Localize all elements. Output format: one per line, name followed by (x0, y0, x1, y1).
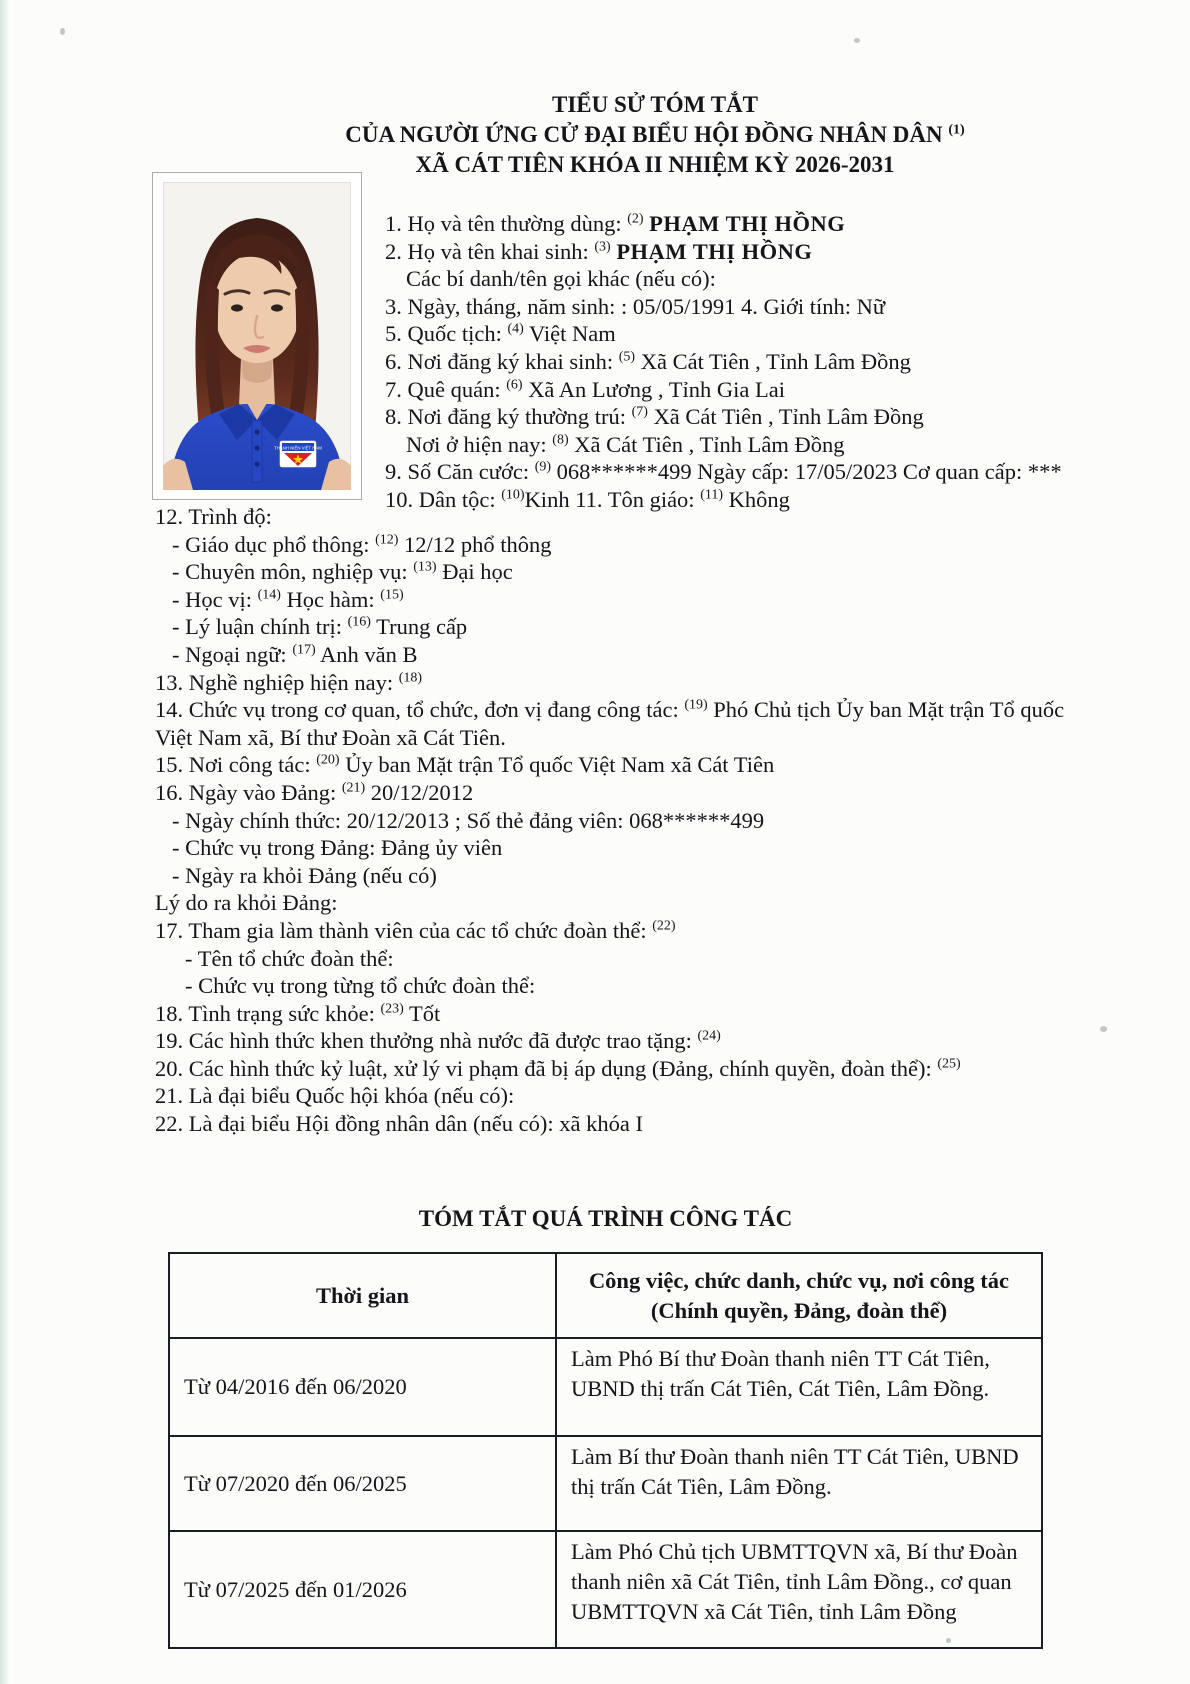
work-period-cell: Từ 07/2020 đến 06/2025 (169, 1436, 556, 1531)
footnote-ref: (17) (292, 642, 316, 658)
work-period-cell: Từ 07/2025 đến 01/2026 (169, 1531, 556, 1648)
footnote-ref: (3) (594, 239, 611, 255)
bio-line: 7. Quê quán: $^{(6)}$ Xã An Lương , Tỉnh Gia Lai (385, 376, 785, 402)
footnote-ref: (13) (413, 559, 437, 575)
footnote-ref: (6) (506, 377, 523, 393)
bio-line: 6. Nơi đăng ký khai sinh: $^{(5)}$ Xã Cát Tiên , Tỉnh Lâm Đồng (385, 348, 911, 374)
bio-line: 9. Số Căn cước: $^{(9)}$ 068******499 Ngày cấp: 17/05/2023 Cơ quan cấp: *** (385, 459, 1062, 485)
time-column-header: Thời gian (169, 1253, 556, 1338)
footnote-ref: (7) (631, 404, 648, 420)
bio-line: - Giáo dục phổ thông: $^{(12)}$ 12/12 phổ thông (172, 531, 552, 557)
work-period-cell: Từ 04/2016 đến 06/2020 (169, 1338, 556, 1436)
emphasized-value: PHẠM THỊ HỒNG (616, 238, 813, 264)
bio-line: - Chuyên môn, nghiệp vụ: $^{(13)}$ Đại học (172, 559, 513, 585)
bio-line: - Học vị: $^{(14)}$ Học hàm: $^{(15)}$ (172, 586, 404, 612)
bio-line: 21. Là đại biểu Quốc hội khóa (nếu có): (155, 1083, 515, 1109)
footnote-ref: (20) (316, 752, 340, 768)
work-description-cell: Làm Phó Bí thư Đoàn thanh niên TT Cát Tiên, UBND thị trấn Cát Tiên, Cát Tiên, Lâm Đồng. (556, 1338, 1042, 1436)
footnote-ref: (11) (700, 487, 723, 503)
bio-line: Lý do ra khỏi Đảng: (155, 890, 338, 916)
bio-line: 20. Các hình thức kỷ luật, xử lý vi phạm đã bị áp dụng (Đảng, chính quyền, đoàn thể): $^{(25)}$ (155, 1055, 961, 1081)
footnote-ref: (9) (534, 459, 552, 475)
table-row (169, 1338, 1042, 1436)
work-column-header-line2: (Chính quyền, Đảng, đoàn thể) (650, 1297, 948, 1323)
bio-line: 15. Nơi công tác: $^{(20)}$ Ủy ban Mặt trận Tổ quốc Việt Nam xã Cát Tiên (155, 752, 775, 778)
bio-line: 22. Là đại biểu Hội đồng nhân dân (nếu có): xã khóa I (155, 1111, 643, 1137)
bio-line: 10. Dân tộc: $^{(10)}$Kinh 11. Tôn giáo: $^{(11)}$ Không (385, 486, 790, 512)
youth-union-badge (274, 440, 322, 468)
bio-line: 1. Họ và tên thường dùng: $^{(2)}$ PHẠM THỊ HỒNG (385, 211, 846, 236)
personal-info-block (385, 210, 1062, 514)
bio-line: Các bí danh/tên gọi khác (nếu có): (406, 266, 716, 292)
work-history-table (168, 1252, 1043, 1649)
document-title-line: CỦA NGƯỜI ỨNG CỬ ĐẠI BIỂU HỘI ĐỒNG NHÂN DÂN $^{(1)}$ (345, 122, 965, 147)
footnote-ref: (10) (501, 487, 525, 503)
bio-line: 12. Trình độ: (155, 504, 272, 529)
eye (271, 304, 283, 311)
emphasized-value: PHẠM THỊ HỒNG (649, 211, 846, 236)
bio-line: - Chức vụ trong từng tổ chức đoàn thể: (185, 973, 536, 999)
bio-line: 14. Chức vụ trong cơ quan, tổ chức, đơn vị đang công tác: $^{(19)}$ Phó Chủ tịch Ủy ban Mặt trận Tổ quốc (155, 697, 1065, 723)
work-column-header (556, 1253, 1042, 1338)
work-history-title: TÓM TẮT QUÁ TRÌNH CÔNG TÁC (418, 1206, 793, 1231)
footnote-ref: (4) (507, 321, 524, 337)
candidate-photo (152, 172, 362, 500)
footnote-ref: (18) (398, 670, 423, 686)
scan-edge-artifact (0, 0, 9, 1684)
bio-line: 13. Nghề nghiệp hiện nay: $^{(18)}$ (155, 669, 423, 695)
bio-line: 5. Quốc tịch: $^{(4)}$ Việt Nam (385, 321, 616, 347)
bio-line: 19. Các hình thức khen thưởng nhà nước đã được trao tặng: $^{(24)}$ (155, 1028, 721, 1054)
footnote-ref: (22) (652, 918, 676, 934)
bio-line: 8. Nơi đăng ký thường trú: $^{(7)}$ Xã Cát Tiên , Tỉnh Lâm Đồng (385, 404, 924, 430)
bio-line: - Ngoại ngữ: $^{(17)}$ Anh văn B (172, 641, 418, 667)
bio-line: - Tên tổ chức đoàn thể: (185, 945, 394, 971)
footnote-ref: (2) (627, 211, 644, 227)
bio-line: - Chức vụ trong Đảng: Đảng ủy viên (172, 835, 503, 861)
footnote-ref: (16) (347, 614, 371, 630)
work-description-cell: Làm Phó Chủ tịch UBMTTQVN xã, Bí thư Đoàn thanh niên xã Cát Tiên, tỉnh Lâm Đồng., cơ quan UBMTTQVN xã Cát Tiên, tỉnh Lâm Đồng (556, 1531, 1042, 1648)
footnote-ref: (1) (948, 122, 965, 138)
footnote-ref: (12) (375, 532, 399, 548)
footnote-ref: (25) (937, 1056, 961, 1072)
footnote-ref: (19) (684, 697, 708, 713)
biography-block (155, 503, 1064, 1138)
eye (231, 304, 243, 311)
table-row (169, 1436, 1042, 1531)
footnote-ref: (8) (552, 432, 569, 448)
bio-line: 17. Tham gia làm thành viên của các tổ chức đoàn thể: $^{(22)}$ (155, 917, 676, 943)
bio-line: 3. Ngày, tháng, năm sinh: : 05/05/1991 4. Giới tính: Nữ (385, 293, 886, 319)
bio-line: 18. Tình trạng sức khỏe: $^{(23)}$ Tốt (155, 1000, 441, 1026)
work-column-header-line1: Công việc, chức danh, chức vụ, nơi công tác (588, 1267, 1010, 1293)
work-description-cell: Làm Bí thư Đoàn thanh niên TT Cát Tiên, UBND thị trấn Cát Tiên, Lâm Đồng. (556, 1436, 1042, 1531)
document-title (120, 90, 1190, 180)
bio-line: - Lý luận chính trị: $^{(16)}$ Trung cấp (172, 614, 468, 640)
bio-line: 2. Họ và tên khai sinh: $^{(3)}$ PHẠM THỊ HỒNG (385, 238, 813, 264)
footnote-ref: (5) (618, 349, 636, 365)
footnote-ref: (21) (341, 780, 366, 796)
table-header-row (169, 1253, 1042, 1338)
footnote-ref: (24) (697, 1028, 721, 1044)
badge-text: THANH NIÊN VIỆT NAM (274, 445, 322, 451)
table-row (169, 1531, 1042, 1648)
scan-speck (854, 38, 860, 43)
bio-line: 16. Ngày vào Đảng: $^{(21)}$ 20/12/2012 (155, 779, 474, 805)
footnote-ref: (23) (380, 1001, 404, 1017)
bio-line: - Ngày chính thức: 20/12/2013 ; Số thẻ đảng viên: 068******499 (172, 807, 765, 833)
bio-line: - Ngày ra khỏi Đảng (nếu có) (172, 862, 437, 888)
footnote-ref: (15) (380, 587, 404, 603)
document-title-line: XÃ CÁT TIÊN KHÓA II NHIỆM KỲ 2026-2031 (415, 152, 895, 177)
scan-speck (1100, 1026, 1107, 1032)
portrait-illustration (163, 182, 351, 490)
scan-speck (60, 28, 65, 35)
bio-line: Nơi ở hiện nay: $^{(8)}$ Xã Cát Tiên , Tỉnh Lâm Đồng (406, 431, 845, 457)
document-title-line: TIỂU SỬ TÓM TẮT (552, 92, 758, 117)
footnote-ref: (14) (257, 587, 281, 603)
bio-line: Việt Nam xã, Bí thư Đoàn xã Cát Tiên. (155, 724, 506, 750)
